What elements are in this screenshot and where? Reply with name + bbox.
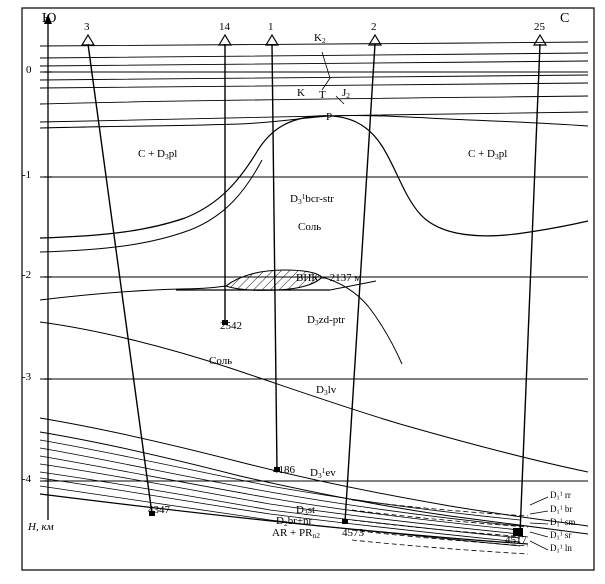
right-label-sm: $D_1^1$ sm (550, 517, 576, 529)
axis-title: Н, км (28, 521, 54, 533)
right-label-ln: $D_1^1$ ln (550, 543, 572, 555)
well-depth-4573: 4573 (342, 527, 364, 539)
well-depth-4186: 4186 (273, 464, 295, 476)
ytick-0: 0 (26, 64, 32, 76)
formation-ev: $D_3^1ev$ (310, 466, 336, 480)
right-label-rr: $D_1^1$ rr (550, 490, 571, 502)
horizon-p (40, 115, 588, 128)
label-p: P (326, 111, 333, 123)
formation-salt-lower: Соль (209, 355, 233, 367)
well-trace-3 (88, 44, 152, 514)
well-depth-2542: 2542 (220, 320, 242, 332)
formation-basement: AR + $PR_{n2}$ (272, 527, 320, 540)
owc-label: ВНК – 2137 м (296, 272, 362, 284)
well-depth-4347: 4347 (148, 504, 170, 516)
formation-br-nr: $D_2br+nr$ (276, 515, 313, 528)
label-t: T (319, 89, 326, 101)
well-depth-4517: 4517 (505, 534, 527, 546)
formation-lv: $D_3lv$ (316, 384, 337, 397)
formation-zd-ptr: $D_3zd$-ptr (307, 314, 345, 327)
ytick-minus3: -3 (22, 371, 32, 383)
deep-horizons (40, 322, 588, 534)
right-label-sr: $D_1^1$ sr (550, 530, 572, 542)
dome-left-flank-b (40, 160, 262, 252)
direction-label-right: С (560, 11, 570, 26)
figure-border (22, 8, 594, 570)
right-label-leaders (530, 497, 548, 550)
well-label-2: 2 (371, 21, 377, 33)
label-k2: $K_2$ (314, 32, 326, 45)
direction-label-left: Ю (42, 11, 57, 26)
well-label-14: 14 (219, 21, 230, 33)
formation-right-pl: $C + D_3pl$ (468, 148, 508, 161)
ytick-minus4: -4 (22, 473, 32, 485)
label-j2: $J_2$ (342, 87, 351, 100)
ytick-minus2: -2 (22, 269, 32, 281)
well-label-1: 1 (268, 21, 274, 33)
label-k: K (297, 87, 305, 99)
well-label-25: 25 (534, 21, 545, 33)
well-trace-1 (272, 44, 277, 470)
formation-salt-upper: Соль (298, 221, 322, 233)
well-label-3: 3 (84, 21, 90, 33)
formation-st: $D_3st$ (296, 504, 316, 517)
near-surface-horizons (40, 42, 588, 122)
formation-left-pl: $C + D_3pl$ (138, 148, 178, 161)
ytick-minus1: -1 (22, 169, 32, 181)
k2-leader (322, 52, 330, 90)
formation-bcr-str: $D_3^1bcr$-str (290, 192, 334, 206)
right-label-br: $D_1^1$ br (550, 504, 573, 516)
